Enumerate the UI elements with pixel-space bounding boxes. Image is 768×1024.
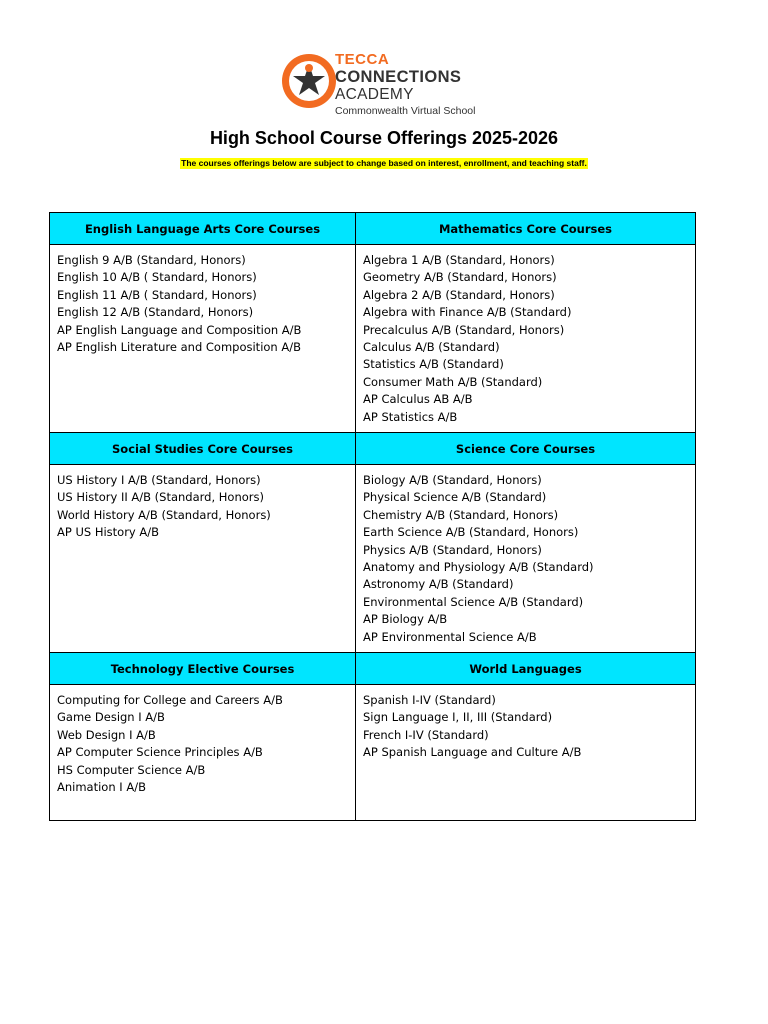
logo-line-academy: ACADEMY [335, 86, 414, 103]
course-item: Physics A/B (Standard, Honors) [363, 542, 542, 557]
logo-line-connections: CONNECTIONS [335, 68, 462, 86]
section-heading-science: Science Core Courses [356, 433, 696, 465]
logo-line-commonwealth: Commonwealth Virtual School [335, 105, 476, 117]
course-cell-world-languages [356, 685, 696, 821]
course-item: Precalculus A/B (Standard, Honors) [363, 322, 565, 337]
course-cell-science [356, 465, 696, 653]
course-item: English 11 A/B ( Standard, Honors) [57, 287, 257, 302]
course-item: Earth Science A/B (Standard, Honors) [363, 525, 579, 540]
course-cell-social-studies [50, 465, 356, 653]
course-item: Computing for College and Careers A/B [57, 693, 283, 707]
course-cell-ela [50, 245, 356, 433]
course-item: World History A/B (Standard, Honors) [57, 507, 271, 522]
section-heading-math: Mathematics Core Courses [356, 213, 696, 245]
course-item: Anatomy and Physiology A/B (Standard) [363, 560, 594, 575]
school-logo [280, 50, 490, 122]
header-row [50, 213, 696, 245]
course-item: English 12 A/B (Standard, Honors) [57, 305, 254, 320]
course-item: Calculus A/B (Standard) [363, 340, 500, 355]
subtitle-container [0, 151, 768, 170]
course-item: AP US History A/B [57, 525, 160, 540]
course-item: US History II A/B (Standard, Honors) [57, 490, 264, 505]
course-item: Consumer Math A/B (Standard) [363, 374, 543, 389]
section-heading-technology: Technology Elective Courses [50, 653, 356, 685]
course-item: Statistics A/B (Standard) [363, 357, 504, 372]
course-item: Geometry A/B (Standard, Honors) [363, 270, 557, 285]
course-item: AP Statistics A/B [363, 409, 458, 424]
course-item: French I-IV (Standard) [363, 727, 489, 742]
course-cell-math [356, 245, 696, 433]
course-item: Web Design I A/B [57, 727, 156, 742]
course-item: Biology A/B (Standard, Honors) [363, 473, 542, 487]
course-item: Game Design I A/B [57, 710, 165, 725]
course-item: Sign Language I, II, III (Standard) [363, 710, 553, 725]
section-heading-social-studies: Social Studies Core Courses [50, 433, 356, 465]
page-subtitle: The courses offerings below are subject to change based on interest, enrollment, and teaching staff. [181, 158, 587, 168]
course-item: Spanish I-IV (Standard) [363, 693, 496, 707]
course-row [50, 245, 696, 433]
course-item: Environmental Science A/B (Standard) [363, 594, 584, 609]
course-item: Physical Science A/B (Standard) [363, 490, 547, 505]
header-row [50, 433, 696, 465]
course-item: Algebra 2 A/B (Standard, Honors) [363, 287, 555, 302]
course-item: HS Computer Science A/B [57, 762, 206, 777]
course-item: AP Spanish Language and Culture A/B [363, 745, 582, 760]
course-item: AP English Literature and Composition A/B [57, 340, 301, 355]
course-item: English 9 A/B (Standard, Honors) [57, 253, 246, 267]
course-item: English 10 A/B ( Standard, Honors) [57, 270, 257, 285]
logo-line-tecca: TECCA [335, 51, 390, 68]
course-item: AP English Language and Composition A/B [57, 322, 302, 337]
course-item: AP Environmental Science A/B [363, 629, 537, 644]
course-item: US History I A/B (Standard, Honors) [57, 473, 261, 487]
course-item: Chemistry A/B (Standard, Honors) [363, 507, 559, 522]
course-item: Algebra with Finance A/B (Standard) [363, 305, 572, 320]
course-cell-technology [50, 685, 356, 821]
course-row [50, 685, 696, 821]
course-offerings-table [49, 212, 696, 821]
logo-wordmark [335, 52, 475, 118]
course-item: AP Calculus AB A/B [363, 392, 473, 407]
course-item: AP Biology A/B [363, 612, 448, 627]
course-item: AP Computer Science Principles A/B [57, 745, 263, 760]
course-item: Algebra 1 A/B (Standard, Honors) [363, 253, 555, 267]
page-title: High School Course Offerings 2025-2026 [209, 128, 559, 148]
header-row [50, 653, 696, 685]
star-person-logo-icon [280, 52, 338, 110]
course-item: Animation I A/B [57, 780, 146, 795]
section-heading-ela: English Language Arts Core Courses [50, 213, 356, 245]
course-item: Astronomy A/B (Standard) [363, 577, 514, 592]
course-row [50, 465, 696, 653]
section-heading-world-languages: World Languages [356, 653, 696, 685]
